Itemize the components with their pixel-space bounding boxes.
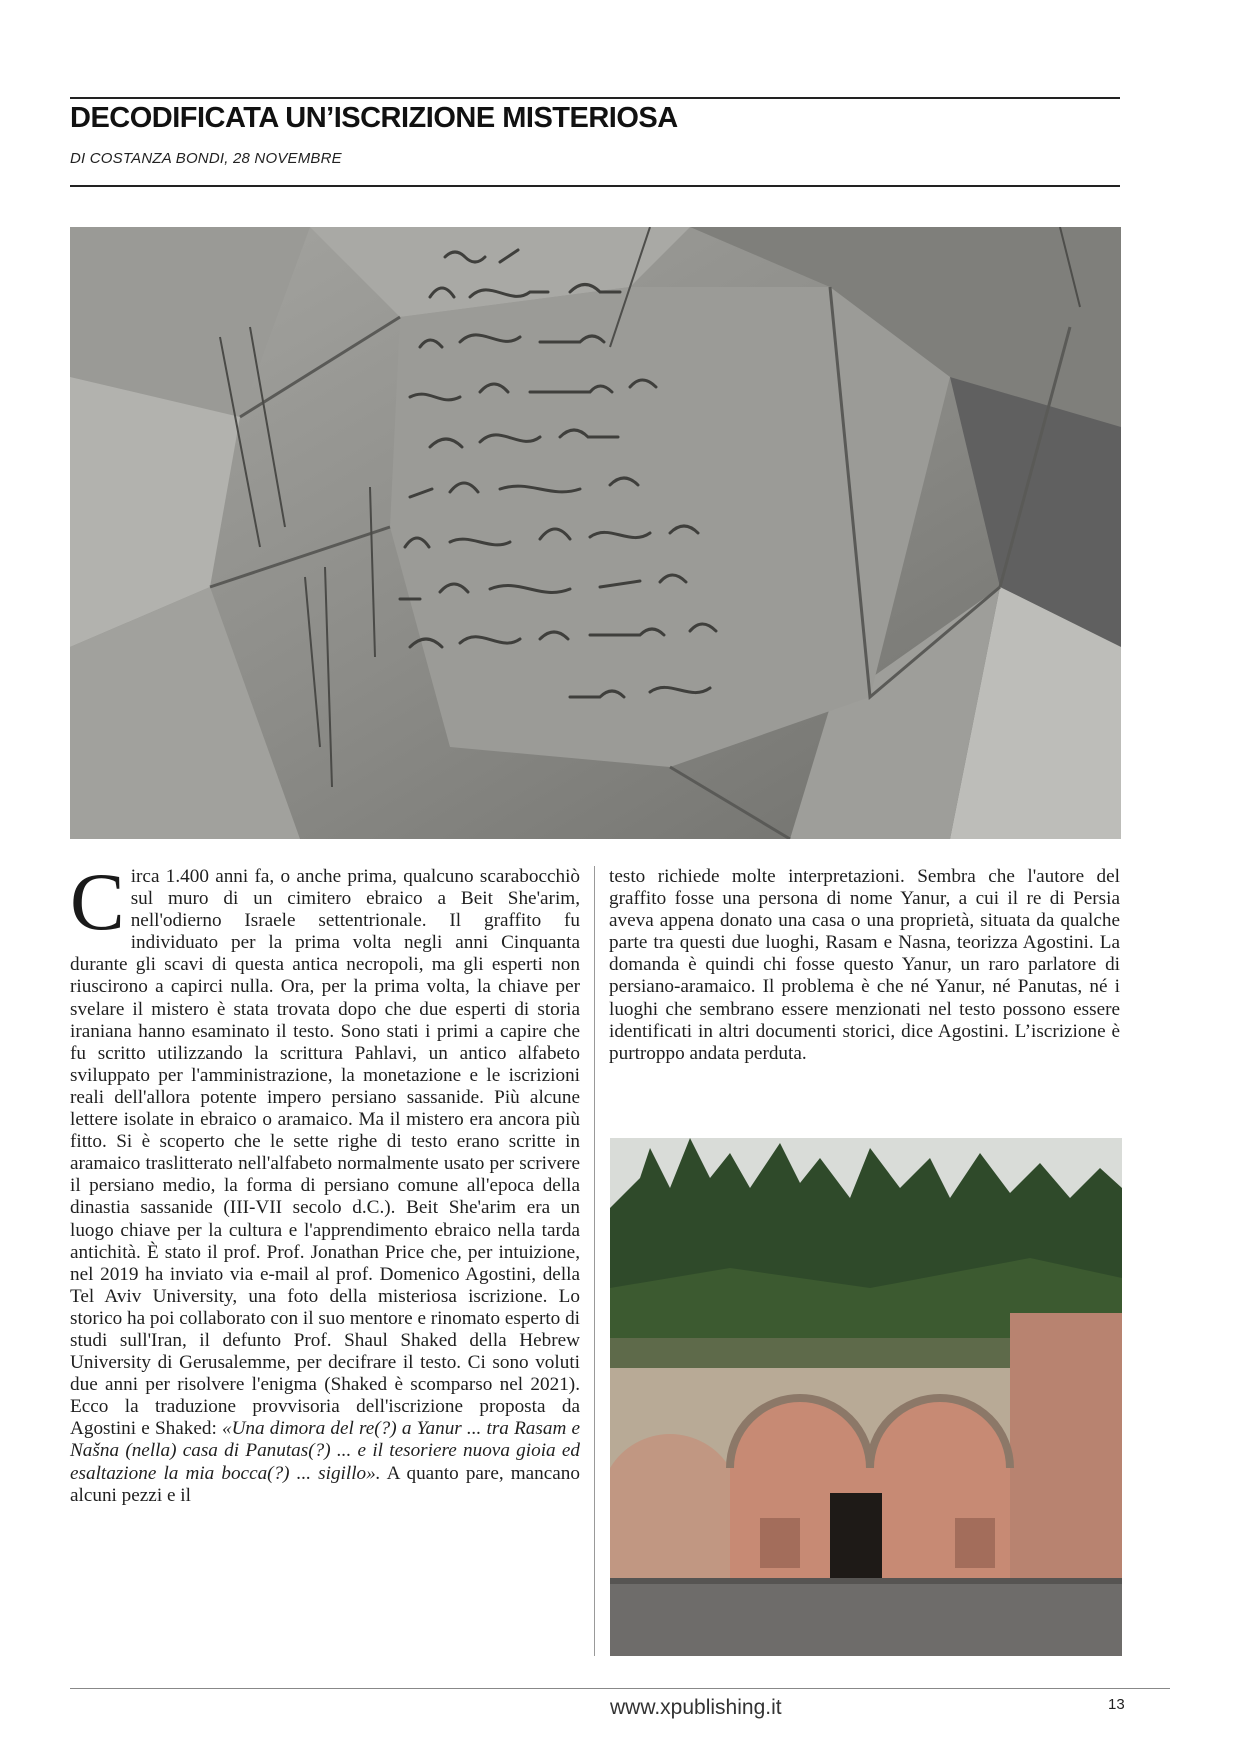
article-byline: DI COSTANZA BONDI, 28 NOVEMBRE (70, 150, 342, 167)
article-title: DECODIFICATA UN’ISCRIZIONE MISTERIOSA (70, 102, 678, 134)
body-text-left: irca 1.400 anni fa, o anche prima, qualcuno scarabocchiò sul muro di un cimitero ebraico a Beit She'arim, nell'odierno Israele settentrionale. Il graffito fu individuato per la prima volta negli anni Cinquanta durante gli scavi di questa antica necropoli, ma gli esperti non riuscirono a capirci nulla. Ora, per la prima volta, la chiave per svelare il mistero è stata trovata dopo che due esperti di storia iraniana hanno esaminato il testo. Sono stati i primi a capire che fu scritto utilizzando la scrittura Pahlavi, un antico alfabeto sviluppato per l'amministrazione, la monetazione e le iscrizioni reali dell'allora potente impero persiano sassanide. Più alcune lettere isolate in ebraico o aramaico. Ma il mistero era ancora più fitto. Si è scoperto che le sette righe di testo erano scritte in aramaico traslitterato nell'alfabeto normalmente usato per scrivere il persiano medio, la forma di persiano comune all'epoca della dinastia sassanide (III-VII secolo d.C.). Beit She'arim era un luogo chiave per la cultura e l'apprendimento ebraico nella tarda antichità. È stato il prof. Prof. Jonathan Price che, per intuizione, nel 2019 ha inviato via e-mail al prof. Domenico Agostini, della Tel Aviv University, una foto della misteriosa iscrizione. Lo storico ha poi collaborato con il suo mentore e rinomato esperto di studi sull'Iran, il defunto Prof. Shaul Shaked della Hebrew University di Gerusalemme, per decifrare il testo. Ci sono voluti due anni per risolvere l'enigma (Shaked è scomparso nel 2021). Ecco la traduzione provvisoria dell'iscrizione proposta da Agostini e Shaked: (70, 866, 580, 1440)
body-column-right (609, 866, 1120, 1065)
body-text-right: testo richiede molte interpretazioni. Sembra che l'autore del graffito fosse una persona di nome Yanur, a cui il re di Persia aveva appena donato una casa o una proprietà, situata da qualche parte tra questi due luoghi, Rasam e Nasna, teorizza Agostini. La domanda è quindi chi fosse questo Yanur, un raro parlatore di persiano-aramaico. Il problema è che né Yanur, né Panutas, né i luoghi che sembrano essere menzionati nel testo possono essere identificati in altri documenti storici, dice Agostini. L’iscrizione è purtroppo andata perduta. (609, 866, 1120, 1064)
drop-cap: C (70, 856, 125, 947)
header-top-rule (70, 97, 1120, 99)
footer-rule (70, 1688, 1170, 1689)
column-divider (594, 866, 595, 1656)
inscription-photo-drawing (70, 227, 1121, 839)
inscription-photo (70, 227, 1121, 839)
page-number: 13 (1108, 1696, 1125, 1713)
header-bottom-rule (70, 185, 1120, 187)
necropolis-photo-drawing (610, 1138, 1122, 1656)
body-column-left (70, 856, 580, 1507)
body-text-left-end: A quanto pare, mancano alcuni pezzi e il (70, 1462, 580, 1506)
footer-website: www.xpublishing.it (610, 1696, 782, 1719)
translation-quote: «Una dimora del re(?) a Yanur ... tra Rasam e Našna (nella) casa di Panutas(?) ... e il tesoriere nuova gioia ed esaltazione la mia bocca(?) ... sigillo». (70, 1418, 580, 1484)
body-paragraph (70, 856, 580, 1507)
necropolis-photo (610, 1138, 1122, 1656)
